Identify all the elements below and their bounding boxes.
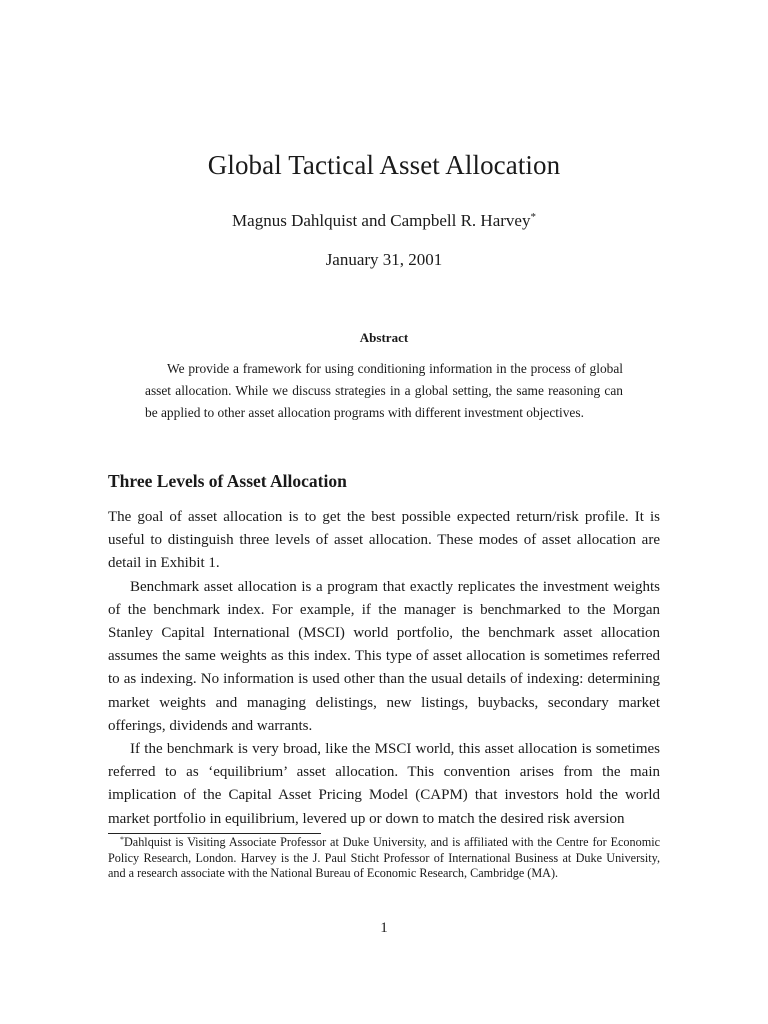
paper-title: Global Tactical Asset Allocation xyxy=(207,150,561,180)
author-line xyxy=(0,211,768,231)
footnote-text: Dahlquist is Visiting Associate Professor at Duke University, and is affiliated with the Centre for Economic Policy Research, London. Harvey is the J. Paul Sticht Professor of International Business at Duke University, and a research associate with the National Bureau of Economic Research, Cambridge (MA). xyxy=(108,835,660,880)
body-text xyxy=(108,506,660,831)
author-footnote-marker: * xyxy=(530,211,536,223)
paragraph-2: Benchmark asset allocation is a program that exactly replicates the investment weights of the benchmark index. For example, if the manager is benchmarked to the Morgan Stanley Capital International (MSCI) world portfolio, the benchmark asset allocation assumes the same weights as this index. This type of asset allocation is sometimes referred to as indexing. No information is used other than the usual details of indexing: determining market weights and managing delistings, new listings, buybacks, secondary market offerings, dividends and warrants. xyxy=(108,578,660,734)
author-names: Magnus Dahlquist and Campbell R. Harvey xyxy=(232,211,531,230)
footnote-marker: * xyxy=(120,835,124,844)
abstract-text: We provide a framework for using conditioning information in the process of global asset allocation. While we discuss strategies in a global setting, the same reasoning can be applied to other asset allocation programs with different investment objectives. xyxy=(145,361,623,421)
page-number: 1 xyxy=(380,920,388,936)
abstract-heading: Abstract xyxy=(359,330,409,345)
footnote xyxy=(108,835,660,882)
footnote-divider xyxy=(108,833,321,834)
paragraph-3: If the benchmark is very broad, like the MSCI world, this asset allocation is sometimes referred to as ‘equilibrium’ asset allocation. This convention arises from the main implication of the Capital Asset Pricing Model (CAPM) that investors hold the world market portfolio in equilibrium, levered up or down to match the desired risk aversion xyxy=(108,741,660,827)
paragraph-1: The goal of asset allocation is to get the best possible expected return/risk profile. It is useful to distinguish three levels of asset allocation. These modes of asset allocation are detail in Exhibit 1. xyxy=(108,509,660,572)
paper-date: January 31, 2001 xyxy=(325,250,443,269)
section-heading: Three Levels of Asset Allocation xyxy=(108,471,347,491)
